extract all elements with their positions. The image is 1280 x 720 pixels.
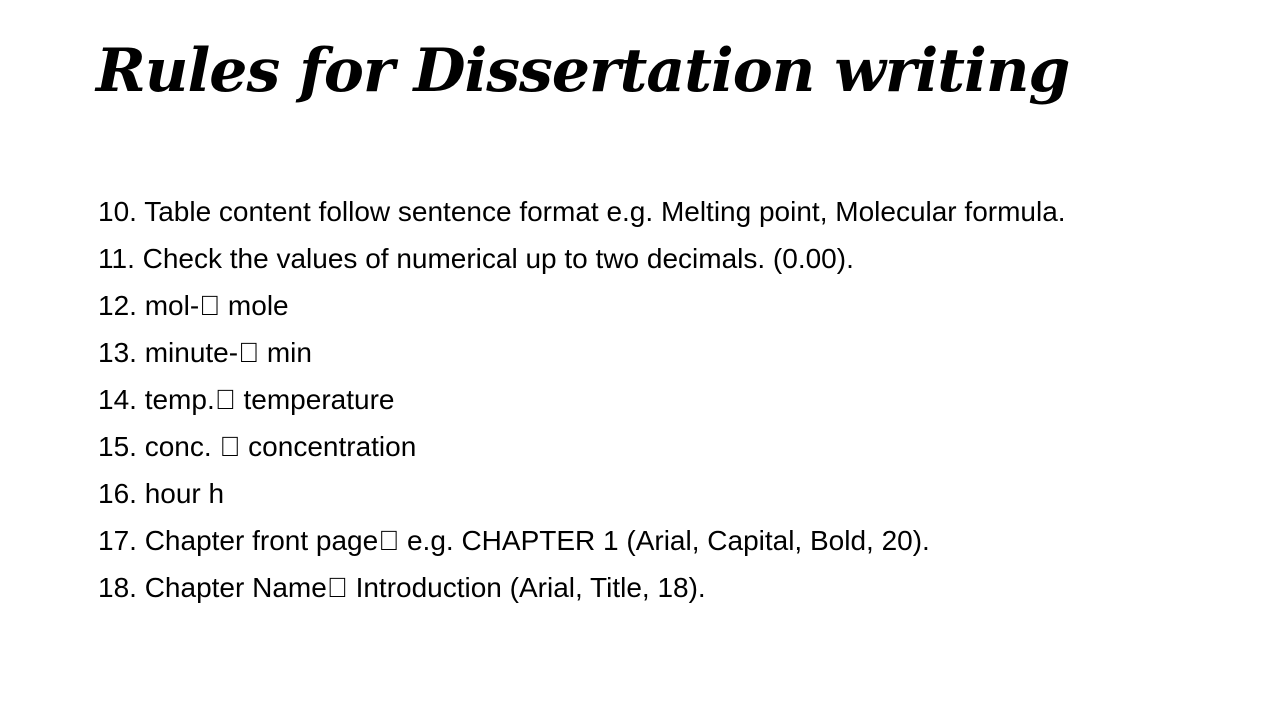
rule-item-10: 10. Table content follow sentence format e.g. Melting point, Molecular formula. (98, 196, 1066, 227)
rule-item-12: 12. mol-  mole (98, 290, 289, 321)
rule-item-18: 18. Chapter Name  Introduction (Arial, Title, 18). (98, 572, 706, 603)
rule-item-14: 14. temp.  temperature (98, 384, 395, 415)
rule-item-15: 15. conc.   concentration (98, 431, 417, 462)
rule-item-13: 13. minute-  min (98, 337, 312, 368)
rule-item-16: 16. hour h (98, 478, 225, 509)
rule-list (98, 196, 1138, 619)
rule-item-17: 17. Chapter front page  e.g. CHAPTER 1 (Arial, Capital, Bold, 20). (98, 525, 930, 556)
rule-item-11: 11. Check the values of numerical up to two decimals. (0.00). (98, 243, 854, 274)
slide-title: Rules for Dissertation writing (96, 36, 1070, 106)
